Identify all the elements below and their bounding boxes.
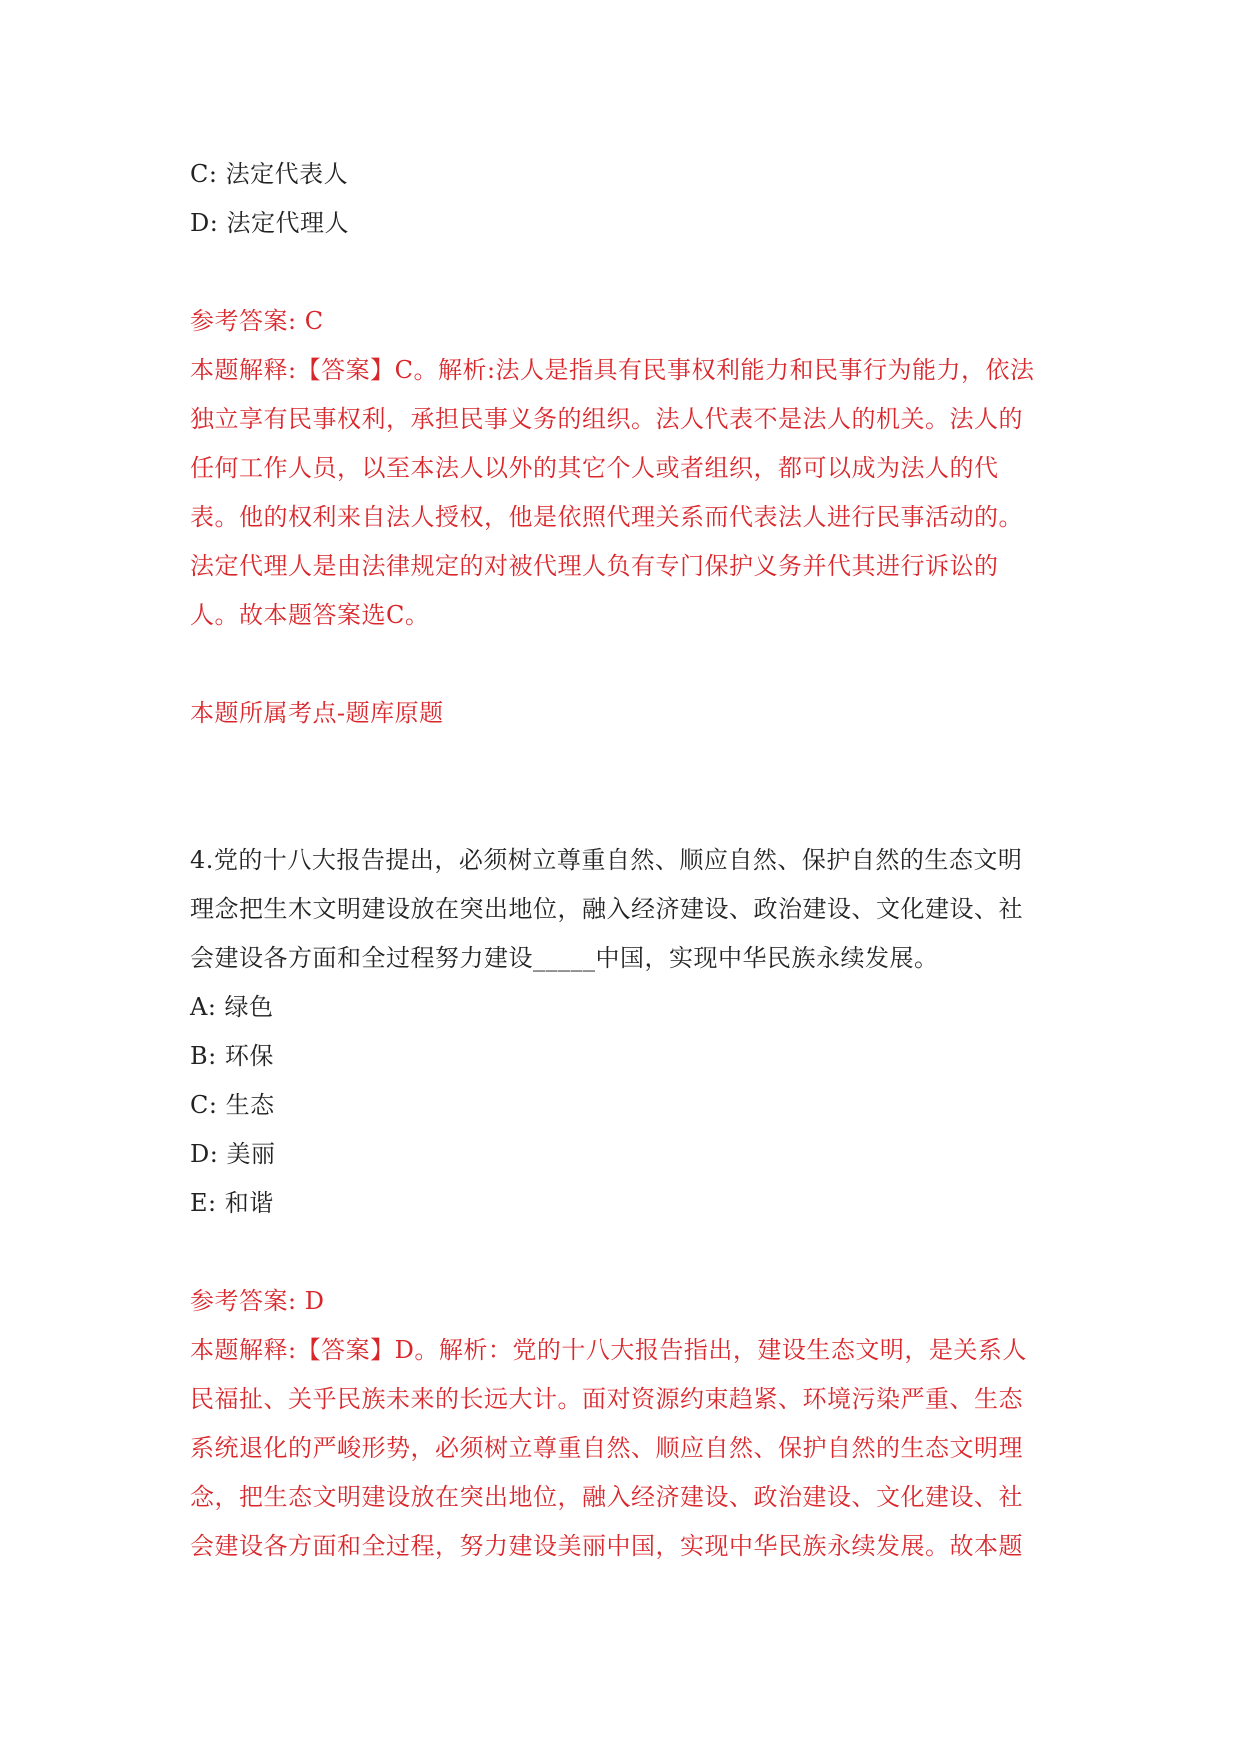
q3-topic: 本题所属考点-题库原题 xyxy=(190,699,444,727)
q4-explanation-line: 本题解释:【答案】D。解析：党的十八大报告指出，建设生态文明，是关系人 xyxy=(190,1336,1027,1364)
q4-stem-line: 理念把生木文明建设放在突出地位，融入经济建设、政治建设、文化建设、社 xyxy=(190,895,1023,923)
q4-explanation-line: 民福扯、关乎民族未来的长远大计。面对资源约束趋紧、环境污染严重、生态 xyxy=(190,1385,1023,1413)
q3-answer: 参考答案: C xyxy=(190,307,324,335)
q3-explanation-line: 本题解释:【答案】C。解析:法人是指具有民事权利能力和民事行为能力，依法 xyxy=(190,356,1035,384)
document-page xyxy=(190,150,1060,1571)
q3-explanation-line: 任何工作人员，以至本法人以外的其它个人或者组织，都可以成为法人的代 xyxy=(190,454,999,482)
q4-explanation-line: 系统退化的严峻形势，必须树立尊重自然、顺应自然、保护自然的生态文明理 xyxy=(190,1434,1023,1462)
q3-option-d: D: 法定代理人 xyxy=(190,209,349,237)
spacer xyxy=(190,738,1060,836)
q4-option-d: D: 美丽 xyxy=(190,1140,276,1168)
spacer xyxy=(190,640,1060,689)
q3-explanation-line: 表。他的权利来自法人授权，他是依照代理关系而代表法人进行民事活动的。 xyxy=(190,503,1023,531)
spacer xyxy=(190,1228,1060,1277)
q4-stem-line: 会建设各方面和全过程努力建设_____中国，实现中华民族永续发展。 xyxy=(190,944,939,972)
q3-option-c: C: 法定代表人 xyxy=(190,160,349,188)
q4-option-c: C: 生态 xyxy=(190,1091,275,1119)
q4-explanation-line: 念，把生态文明建设放在突出地位，融入经济建设、政治建设、文化建设、社 xyxy=(190,1483,1023,1511)
q4-option-b: B: 环保 xyxy=(190,1042,274,1070)
q4-option-e: E: 和谐 xyxy=(190,1189,274,1217)
q4-option-a: A: 绿色 xyxy=(190,993,274,1021)
q4-answer: 参考答案: D xyxy=(190,1287,325,1315)
q3-explanation-line: 法定代理人是由法律规定的对被代理人负有专门保护义务并代其进行诉讼的 xyxy=(190,552,999,580)
q4-explanation-line: 会建设各方面和全过程，努力建设美丽中国，实现中华民族永续发展。故本题 xyxy=(190,1532,1023,1560)
spacer xyxy=(190,248,1060,297)
q4-stem-line: 4.党的十八大报告提出，必须树立尊重自然、顺应自然、保护自然的生态文明 xyxy=(190,846,1023,874)
q3-explanation-line: 独立享有民事权利，承担民事义务的组织。法人代表不是法人的机关。法人的 xyxy=(190,405,1023,433)
q3-explanation-line: 人。故本题答案选C。 xyxy=(190,601,430,629)
